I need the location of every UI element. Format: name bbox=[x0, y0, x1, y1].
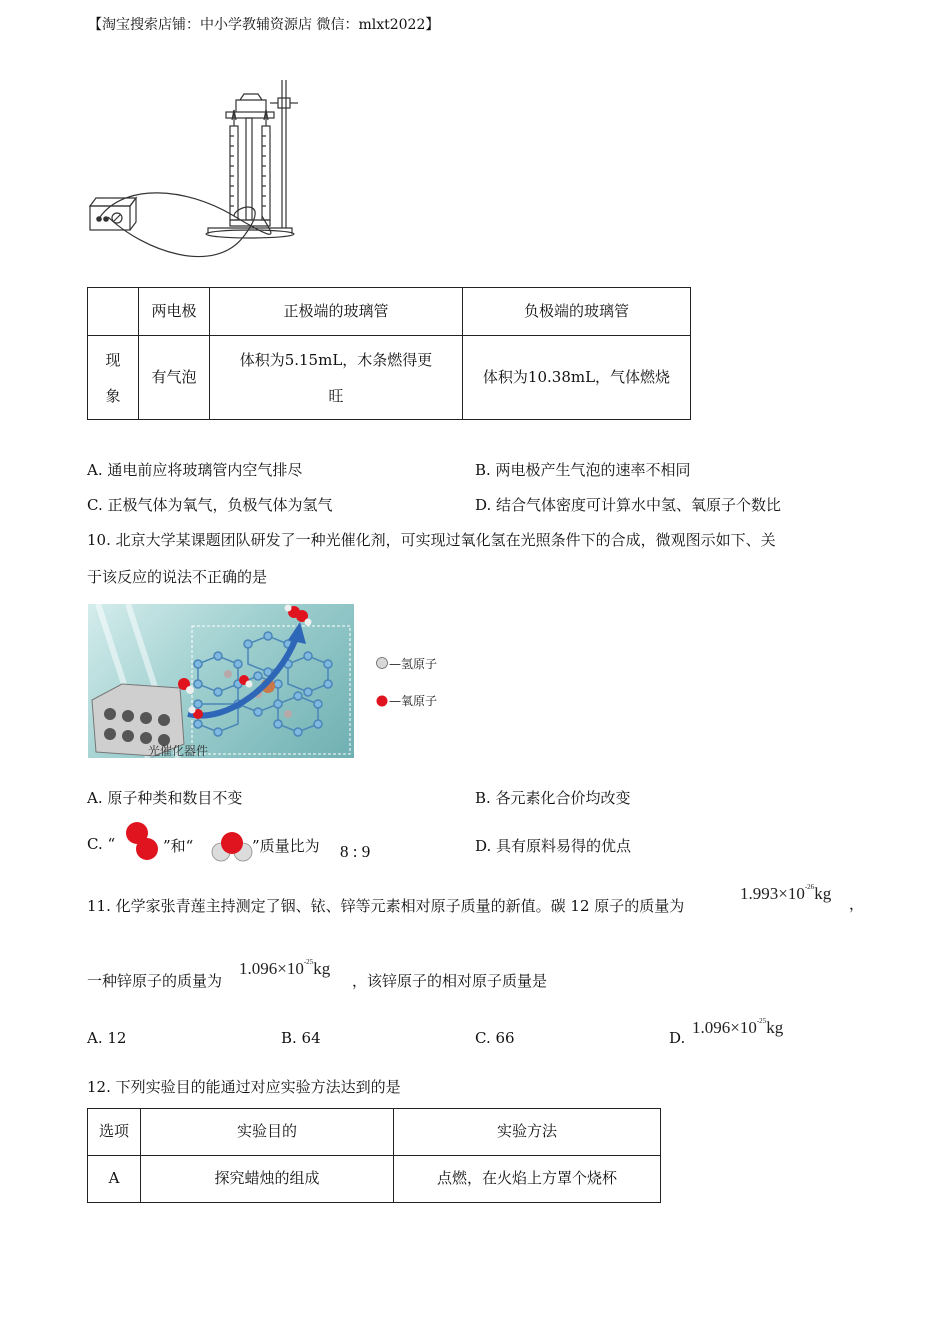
table-cell: A bbox=[88, 1156, 141, 1203]
q9-observation-table bbox=[87, 287, 691, 420]
q9-option-c: C. 正极气体为氧气，负极气体为氢气 bbox=[87, 496, 333, 514]
q12-stem: 12. 下列实验目的能通过对应实验方法达到的是 bbox=[87, 1078, 401, 1096]
q11-option-d-label: D. bbox=[669, 1029, 686, 1047]
q11-stem-line1: 11. 化学家张青莲主持测定了铟、铱、锌等元素相对原子质量的新值。碳 12 原子的质量为 bbox=[87, 897, 685, 915]
mass-ratio: 8 : 9 bbox=[340, 842, 371, 861]
q10-option-c-mid: ”和“ bbox=[163, 837, 194, 855]
electrolysis-apparatus-figure bbox=[84, 76, 324, 272]
image-caption: 光催化器件 bbox=[148, 744, 209, 758]
q11-option-d-value: $1.096\times 10^{-25}kg$ bbox=[692, 1017, 784, 1037]
table-header-row bbox=[88, 1109, 661, 1156]
q11-stem-line2-suffix: ，该锌原子的相对原子质量是 bbox=[352, 972, 548, 990]
table-row bbox=[88, 336, 691, 420]
q10-option-c-prefix: C. “ bbox=[87, 835, 116, 853]
q11-option-b: B. 64 bbox=[281, 1029, 321, 1047]
table-cell: 探究蜡烛的组成 bbox=[141, 1156, 394, 1203]
oxygen-molecule-icon bbox=[123, 820, 163, 862]
q11-option-c: C. 66 bbox=[475, 1029, 515, 1047]
table-header-cell: 两电极 bbox=[139, 288, 210, 336]
table-header-cell: 负极端的玻璃管 bbox=[463, 288, 691, 336]
table-header-cell: 实验方法 bbox=[394, 1109, 661, 1156]
q10-option-c-suffix: ”质量比为 bbox=[252, 837, 320, 855]
c12-mass: $1.993\times 10^{-26}kg$ bbox=[740, 883, 832, 903]
table-cell: 体积为10.38mL，气体燃烧 bbox=[463, 336, 691, 420]
q12-experiment-table bbox=[87, 1108, 661, 1203]
q10-option-a: A. 原子种类和数目不变 bbox=[87, 789, 243, 807]
table-cell: 体积为5.15mL，木条燃得更 旺 bbox=[210, 336, 463, 420]
q9-option-b: B. 两电极产生气泡的速率不相同 bbox=[475, 461, 691, 479]
photocatalyst-micro-image bbox=[88, 604, 354, 758]
q9-option-a: A. 通电前应将玻璃管内空气排尽 bbox=[87, 461, 303, 479]
q11-option-a: A. 12 bbox=[87, 1029, 127, 1047]
q10-option-b: B. 各元素化合价均改变 bbox=[475, 789, 631, 807]
table-header-cell: 选项 bbox=[88, 1109, 141, 1156]
q10-stem-line2: 于该反应的说法不正确的是 bbox=[87, 568, 268, 586]
legend-oxygen: —氧原子 bbox=[389, 694, 438, 708]
table-header-row bbox=[88, 288, 691, 336]
q9-option-d: D. 结合气体密度可计算水中氢、氧原子个数比 bbox=[475, 496, 782, 514]
q10-option-d: D. 具有原料易得的优点 bbox=[475, 837, 632, 855]
q10-stem-line1: 10. 北京大学某课题团队研发了一种光催化剂，可实现过氧化氢在光照条件下的合成，微观图示如下、关 bbox=[87, 531, 776, 549]
row-label: 现 象 bbox=[88, 336, 139, 420]
table-cell: 有气泡 bbox=[139, 336, 210, 420]
table-row bbox=[88, 1156, 661, 1203]
table-header-cell: 正极端的玻璃管 bbox=[210, 288, 463, 336]
q11-comma: ， bbox=[849, 895, 865, 913]
legend-hydrogen: —氢原子 bbox=[389, 657, 438, 671]
page-header: 【淘宝搜索店铺：中小学教辅资源店 微信：mlxt2022】 bbox=[88, 17, 440, 33]
hydrogen-atom-icon bbox=[375, 656, 389, 670]
q11-stem-line2-prefix: 一种锌原子的质量为 bbox=[87, 972, 223, 990]
oxygen-atom-icon bbox=[375, 694, 389, 708]
zinc-mass: $1.096\times 10^{-25}kg$ bbox=[239, 958, 331, 978]
table-header-cell: 实验目的 bbox=[141, 1109, 394, 1156]
water-molecule-icon bbox=[210, 830, 256, 864]
table-header-cell bbox=[88, 288, 139, 336]
table-cell: 点燃，在火焰上方罩个烧杯 bbox=[394, 1156, 661, 1203]
photocatalyst-scene-icon bbox=[88, 604, 354, 758]
